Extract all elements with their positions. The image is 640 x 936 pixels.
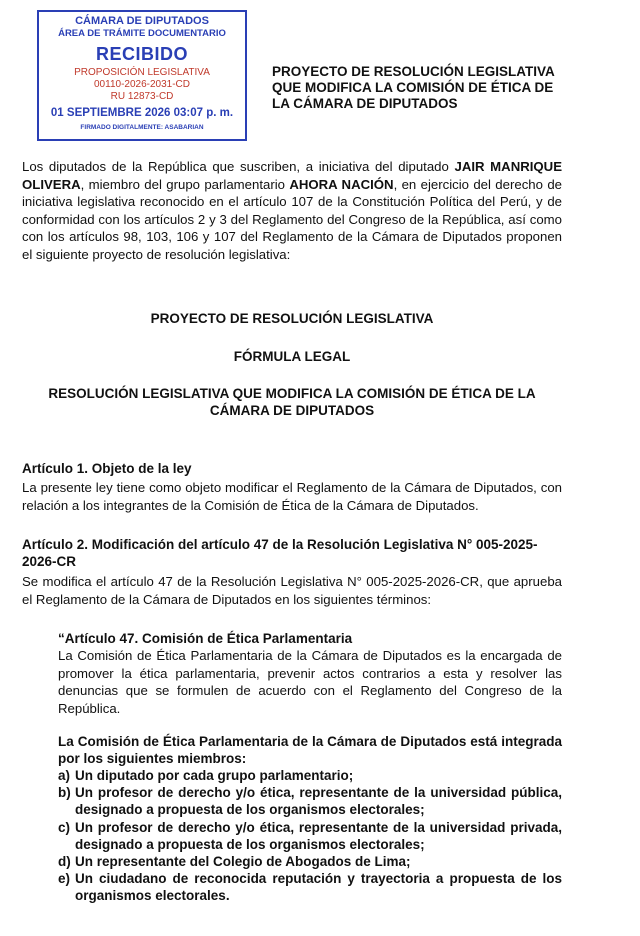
stamp-chamber: CÁMARA DE DIPUTADOS: [75, 15, 209, 27]
article-47-composition: La Comisión de Ética Parlamentaria de la Cámara de Diputados está integrada por los siguientes miembros:: [58, 734, 562, 766]
member-mark: b): [58, 785, 71, 801]
member-text: Un ciudadano de reconocida reputación y trayectoria a propuesta de los organismos electorales.: [75, 871, 562, 904]
article-1-body: La presente ley tiene como objeto modificar el Reglamento de la Cámara de Diputados, con relación a los integrantes de la Comisión de Ética de la Cámara de Diputados.: [22, 480, 562, 513]
member-text: Un profesor de derecho y/o ética, representante de la universidad pública, designado a propuesta de los organismos electorales;: [75, 785, 562, 818]
members-list: [58, 767, 562, 905]
intro-text-1: Los diputados de la República que suscriben, a iniciativa del diputado: [22, 159, 455, 174]
member-mark: a): [58, 768, 71, 783]
intro-party: AHORA NACIÓN: [289, 176, 394, 192]
intro-text-2: , miembro del grupo parlamentario: [80, 176, 290, 192]
member-item: [58, 819, 562, 853]
reception-stamp: [37, 10, 247, 141]
member-item: [58, 784, 562, 818]
stamp-signed: FIRMADO DIGITALMENTE: ASABARIAN: [80, 124, 204, 131]
member-item: [58, 853, 562, 870]
member-mark: c): [58, 819, 71, 835]
member-mark: e): [58, 871, 71, 887]
formula-title: FÓRMULA LEGAL: [233, 349, 351, 364]
member-text: Un diputado por cada grupo parlamentario;: [75, 768, 354, 783]
stamp-number: 00110-2026-2031-CD: [94, 79, 190, 90]
article-47-title: “Artículo 47. Comisión de Ética Parlamentaria: [58, 631, 353, 646]
member-item: [58, 870, 562, 904]
article-2-title: Artículo 2. Modificación del artículo 47 de la Resolución Legislativa N° 005-2025-2026-CR: [22, 537, 538, 569]
intro-paragraph: [22, 158, 562, 263]
section-title: PROYECTO DE RESOLUCIÓN LEGISLATIVA: [150, 311, 434, 326]
article-1-title: Artículo 1. Objeto de la ley: [22, 461, 192, 476]
intro-text-3: , en ejercicio del derecho de iniciativa legislativa reconocido en el artículo 107 de la Constitución Política del Perú, y de conformidad con los artículos 2 y 3 del Reglamento del Congreso de la República, así como con los artículos 98, 103, 106 y 107 del Reglamento de la Cámara de Diputados proponen el siguiente proyecto de resolución legislativa:: [22, 176, 562, 262]
intro-author: JAIR MANRIQUE OLIVERA: [22, 159, 562, 192]
member-mark: d): [58, 854, 71, 870]
document-header-title: PROYECTO DE RESOLUCIÓN LEGISLATIVA QUE MODIFICA LA COMISIÓN DE ÉTICA DE LA CÁMARA DE DIPUTADOS: [272, 64, 555, 111]
stamp-area: ÁREA DE TRÁMITE DOCUMENTARIO: [58, 28, 226, 39]
article-47-block: [58, 630, 562, 905]
stamp-datetime: 01 SEPTIEMBRE 2026 03:07 p. m.: [50, 107, 234, 119]
article-2-body: Se modifica el artículo 47 de la Resolución Legislativa N° 005-2025-2026-CR, que aprueba el Reglamento de la Cámara de Diputados en los siguientes términos:: [22, 574, 562, 607]
stamp-type: PROPOSICIÓN LEGISLATIVA: [74, 67, 210, 78]
stamp-ru: RU 12873-CD: [110, 91, 174, 102]
main-title: RESOLUCIÓN LEGISLATIVA QUE MODIFICA LA COMISIÓN DE ÉTICA DE LA CÁMARA DE DIPUTADOS: [48, 386, 536, 418]
member-text: Un profesor de derecho y/o ética, representante de la universidad privada, designado a propuesta de los organismos electorales;: [75, 819, 562, 852]
member-item: [58, 767, 562, 784]
member-text: Un representante del Colegio de Abogados de Lima;: [75, 854, 411, 870]
stamp-status: RECIBIDO: [95, 44, 188, 64]
article-47-body: La Comisión de Ética Parlamentaria de la Cámara de Diputados es la encargada de promover la ética parlamentaria, prevenir actos contrarios a esta y resolver las denuncias que se formulen de acuerdo con el Reglamento del Congreso de la República.: [58, 648, 562, 716]
